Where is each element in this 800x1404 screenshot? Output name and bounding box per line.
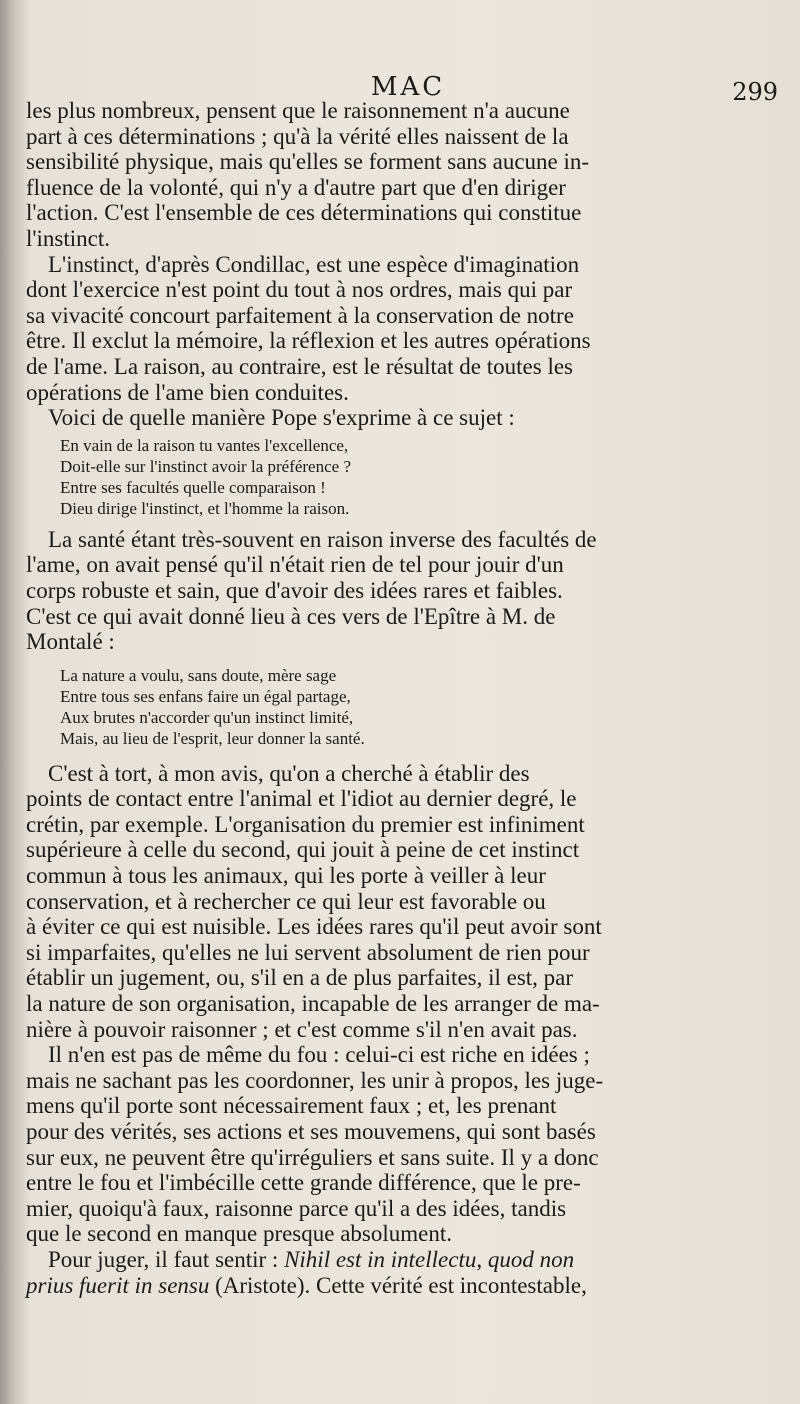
running-head: MAC (370, 72, 446, 102)
text-line: C'est à tort, à mon avis, qu'on a cherché à établir des (48, 760, 530, 786)
verse-montale (60, 665, 774, 749)
verse-line: Entre ses facultés quelle comparaison ! (60, 477, 326, 497)
verse-line: En vain de la raison tu vantes l'excellence, (60, 435, 349, 455)
verse-line: Doit-elle sur l'instinct avoir la préférence ? (60, 456, 351, 476)
text-line: Voici de quelle manière Pope s'exprime à ce sujet : (48, 405, 515, 431)
page-body (26, 98, 774, 1298)
text-line: à éviter ce qui est nuisible. Les idées rares qu'il peut avoir sont (26, 914, 602, 940)
text-line: conservation, et à rechercher ce qui leur est favorable ou (26, 888, 546, 914)
text-line: sa vivacité concourt parfaitement à la conservation de notre (26, 302, 574, 328)
text-run: (Aristote). Cette vérité est incontestable, (209, 1272, 587, 1298)
text-line: que le second en manque presque absolument. (26, 1221, 453, 1247)
latin-quote: prius fuerit in sensu (26, 1272, 210, 1298)
text-line: Montalé : (26, 629, 115, 655)
paragraph-1 (26, 98, 774, 252)
text-line: sur eux, ne peuvent être qu'irréguliers et sans suite. Il y a donc (26, 1144, 599, 1170)
text-line: sensibilité physique, mais qu'elles se forment sans aucune in- (26, 149, 590, 175)
text-line: Il n'en est pas de même du fou : celui-ci est riche en idées ; (48, 1042, 590, 1068)
text-line: fluence de la volonté, qui n'y a d'autre part que d'en diriger (26, 174, 566, 200)
text-line: établir un jugement, ou, s'il en a de plus parfaites, il est, par (26, 965, 574, 991)
text-line: mier, quoiqu'à faux, raisonne parce qu'il a des idées, tandis (26, 1195, 567, 1221)
verse-line: Entre tous ses enfans faire un égal partage, (60, 686, 351, 706)
text-line: C'est ce qui avait donné lieu à ces vers de l'Epître à M. de (26, 603, 556, 629)
paragraph-2 (26, 252, 774, 431)
text-line (26, 1273, 774, 1299)
verse-line: Dieu dirige l'instinct, et l'homme la raison. (60, 498, 350, 518)
text-line: mais ne sachant pas les coordonner, les unir à propos, les juge- (26, 1067, 604, 1093)
text-line: pour des vérités, ses actions et ses mouvemens, qui sont basés (26, 1119, 596, 1144)
text-line: crétin, par exemple. L'organisation du premier est infiniment (26, 811, 585, 837)
text-line: mens qu'il porte sont nécessairement faux ; et, les prenant (26, 1093, 557, 1119)
verse-line: Aux brutes n'accorder qu'un instinct limité, (60, 707, 354, 727)
text-line: dont l'exercice n'est point du tout à nos ordres, mais qui par (26, 277, 573, 303)
text-line: commun à tous les animaux, qui les porte à veiller à leur (26, 863, 546, 889)
paragraph-5 (26, 1042, 774, 1247)
text-line: l'action. C'est l'ensemble de ces déterminations qui constitue (26, 200, 582, 226)
text-line: de l'ame. La raison, au contraire, est le résultat de toutes les (26, 353, 573, 379)
text-line: L'instinct, d'après Condillac, est une espèce d'imagination (48, 251, 580, 277)
text-run: Pour juger, il faut sentir : (48, 1246, 285, 1272)
page-number: 299 (732, 78, 778, 106)
text-line: la nature de son organisation, incapable de les arranger de ma- (26, 991, 600, 1017)
text-line: nière à pouvoir raisonner ; et c'est comme s'il n'en avait pas. (26, 1016, 578, 1042)
text-line: si imparfaites, qu'elles ne lui servent absolument de rien pour (26, 939, 590, 965)
verse-line: La nature a voulu, sans doute, mère sage (60, 665, 337, 685)
text-line: part à ces déterminations ; qu'à la vérité elles naissent de la (26, 123, 569, 149)
paragraph-6 (26, 1247, 774, 1298)
text-line: corps robuste et sain, que d'avoir des idées rares et faibles. (26, 577, 563, 603)
paragraph-3 (26, 527, 774, 655)
text-line: opérations de l'ame bien conduites. (26, 379, 349, 405)
text-line: l'instinct. (26, 225, 111, 251)
text-line: supérieure à celle du second, qui jouit à peine de cet instinct (26, 837, 580, 863)
text-line: points de contact entre l'animal et l'idiot au dernier degré, le (26, 786, 577, 812)
latin-quote: Nihil est in intellectu, quod non (284, 1246, 575, 1272)
text-line: être. Il exclut la mémoire, la réflexion et les autres opérations (26, 328, 591, 354)
text-line: entre le fou et l'imbécille cette grande différence, que le pre- (26, 1170, 581, 1196)
paragraph-4 (26, 761, 774, 1043)
text-line (26, 1247, 774, 1273)
verse-line: Mais, au lieu de l'esprit, leur donner la santé. (60, 728, 365, 748)
text-line: l'ame, on avait pensé qu'il n'était rien de tel pour jouir d'un (26, 552, 564, 578)
verse-pope (60, 435, 774, 519)
text-line: La santé étant très-souvent en raison inverse des facultés de (48, 526, 597, 552)
text-line: les plus nombreux, pensent que le raisonnement n'a aucune (26, 98, 570, 123)
